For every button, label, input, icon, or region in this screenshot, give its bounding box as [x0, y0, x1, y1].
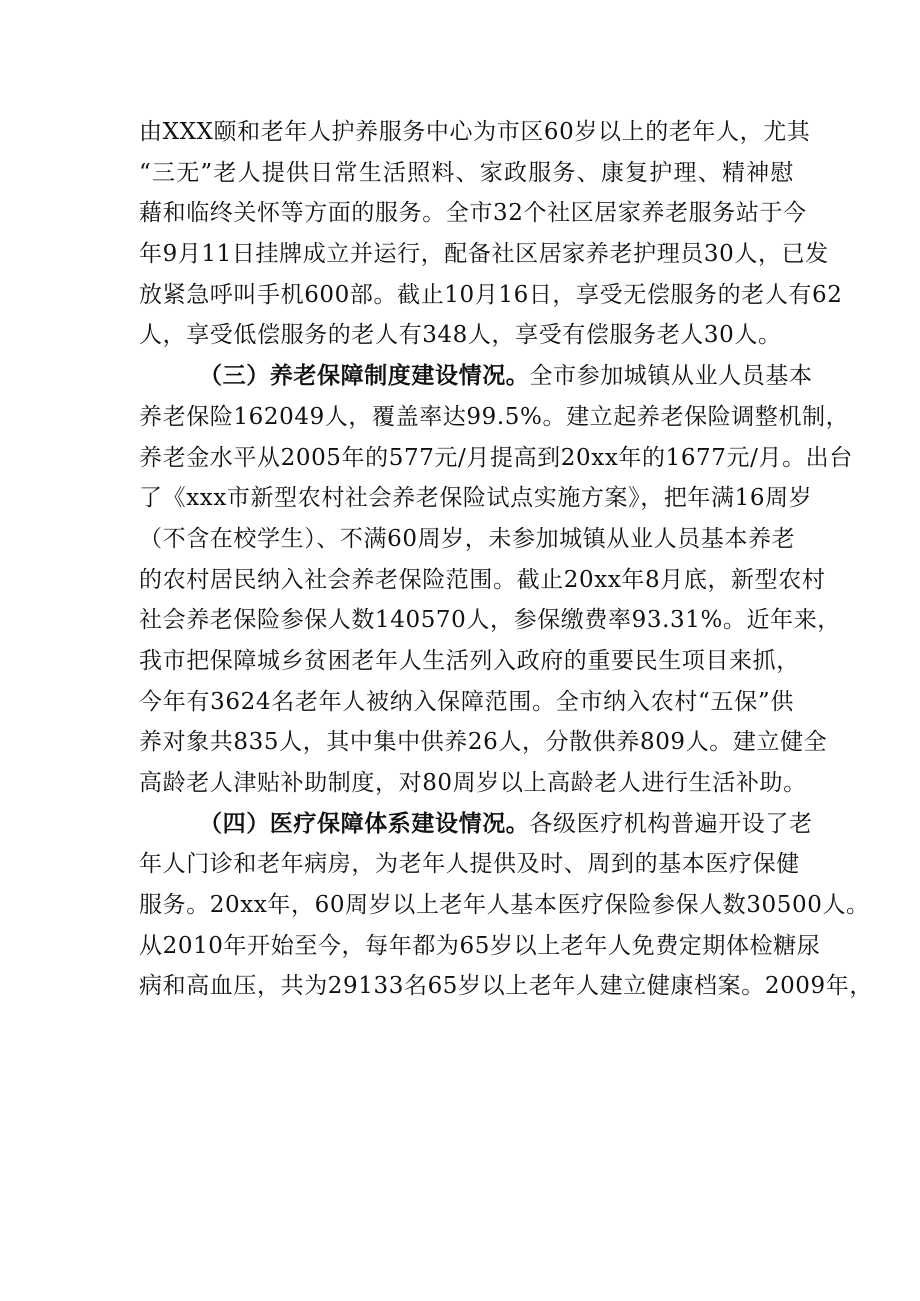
text-line: 高龄老人津贴补助制度，对80周岁以上高龄老人进行生活补助。 — [139, 770, 807, 796]
text-line: 的农村居民纳入社会养老保险范围。截止20xx年8月底，新型农村 — [139, 566, 826, 593]
text-line: 养老保险162049人，覆盖率达99.5%。建立起养老保险调整机制， — [139, 403, 850, 430]
paragraph-first-line — [139, 356, 813, 397]
text-line: 年人门诊和老年病房，为老年人提供及时、周到的基本医疗保健 — [139, 851, 800, 878]
section-heading-3: （三）养老保障制度建设情况。 — [199, 362, 530, 390]
paragraph-first-line — [139, 804, 813, 845]
text-line: 我市把保障城乡贫困老年人生活列入政府的重要民生项目来抓， — [139, 647, 800, 674]
section-heading-4: （四）医疗保障体系建设情况。 — [199, 809, 530, 837]
text-line: 从2010年开始至今，每年都为65岁以上老年人免费定期体检糖尿 — [139, 932, 821, 959]
text-line: 放紧急呼叫手机600部。截止10月16日，享受无偿服务的老人有62 — [139, 281, 843, 308]
text-line: 社会养老保险参保人数140570人，参保缴费率93.31%。近年来， — [139, 607, 841, 634]
text-line: 年9月11日挂牌成立并运行，配备社区居家养老护理员30人，已发 — [139, 241, 829, 268]
document-body — [139, 112, 873, 1007]
text-line: 由XXX颐和老年人护养服务中心为市区60岁以上的老年人，尤其 — [139, 119, 811, 145]
text-line: 服务。20xx年，60周岁以上老年人基本医疗保险参保人数30500人。 — [139, 892, 870, 919]
text-line: 了《xxx市新型农村社会养老保险试点实施方案》，把年满16周岁 — [139, 485, 813, 512]
text-run: 全市参加城镇从业人员基本 — [529, 363, 813, 390]
text-line: 养老金水平从2005年的577元/月提高到20xx年的1677元/月。出台 — [139, 444, 853, 471]
text-line: （不含在校学生）、不满60周岁，未参加城镇从业人员基本养老 — [139, 525, 796, 552]
text-line: 养对象共835人，其中集中供养26人，分散供养809人。建立健全 — [139, 729, 828, 756]
text-line: 人，享受低偿服务的老人有348人，享受有偿服务老人30人。 — [139, 322, 782, 349]
text-line: 病和高血压，共为29133名65岁以上老年人建立健康档案。2009年， — [139, 973, 873, 1000]
text-line: “三无”老人提供日常生活照料、家政服务、康复护理、精神慰 — [139, 159, 794, 186]
text-run: 各级医疗机构普遍开设了老 — [529, 810, 813, 837]
text-line: 藉和临终关怀等方面的服务。全市32个社区居家养老服务站于今 — [139, 200, 807, 227]
text-line: 今年有3624名老年人被纳入保障范围。全市纳入农村“五保”供 — [139, 688, 794, 715]
